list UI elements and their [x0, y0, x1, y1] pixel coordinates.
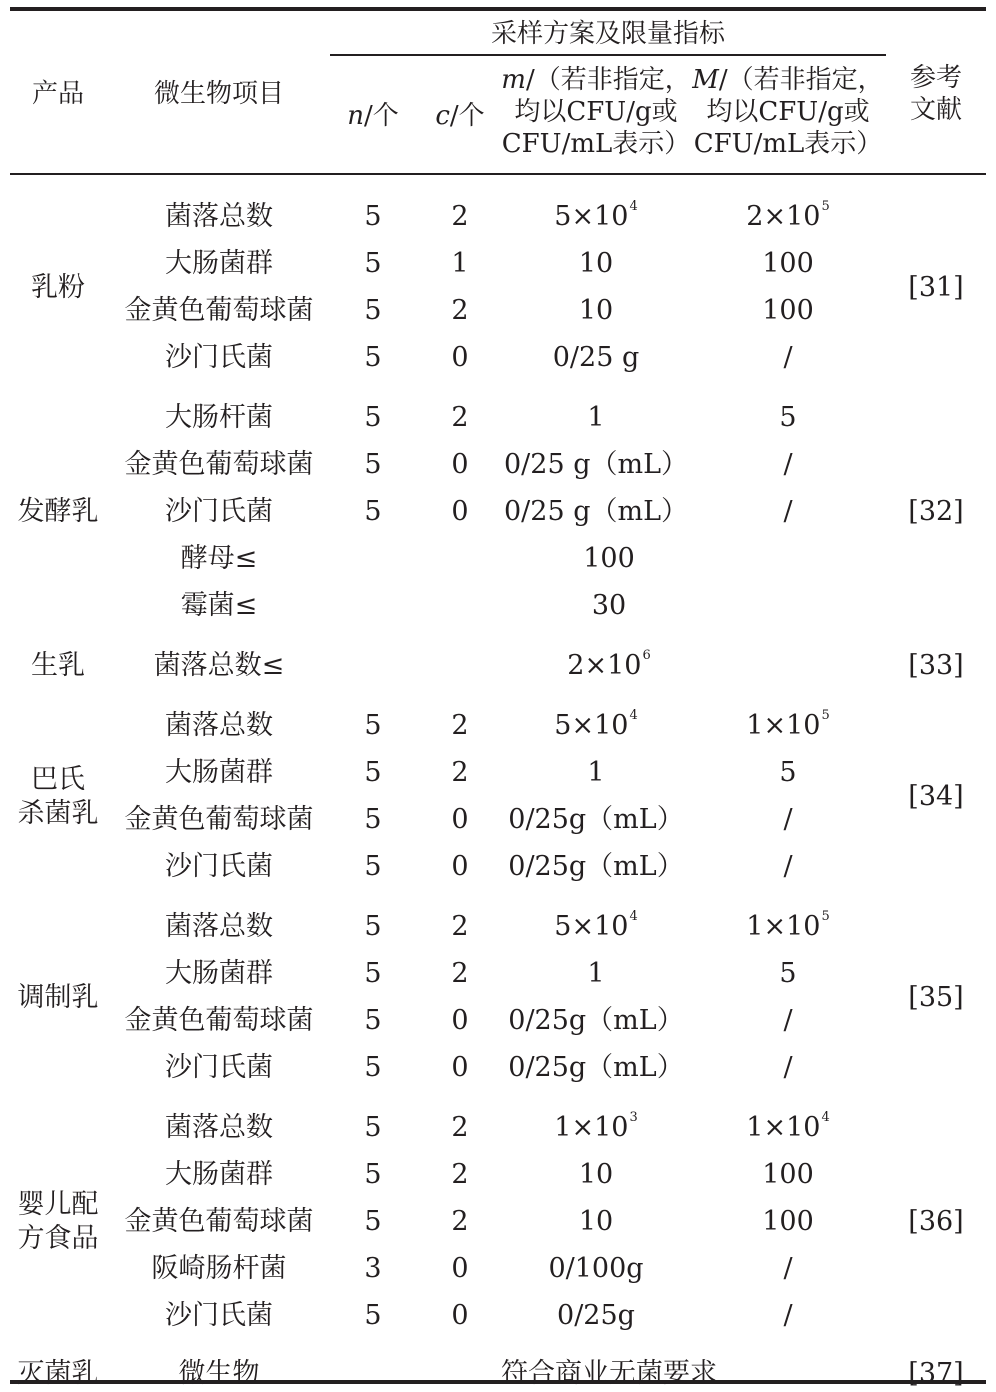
c-value: 2 [451, 402, 469, 433]
product-label [10, 649, 106, 683]
exponent: 5 [821, 199, 830, 214]
m-value: 0/25 g（mL） [503, 496, 689, 527]
c-value: 2 [451, 1159, 469, 1190]
product-label [10, 981, 106, 1015]
M-value: 100 [762, 1159, 814, 1190]
microbe-item: 菌落总数 [165, 1112, 273, 1143]
header-n-unit: /个 [363, 101, 399, 131]
product-label [10, 495, 106, 529]
m-value: 0/100g [548, 1253, 644, 1284]
top-rule [10, 7, 986, 11]
product-label-line: 乳粉 [31, 271, 85, 303]
n-value: 5 [364, 851, 382, 882]
header-c-unit: /个 [449, 101, 485, 131]
n-value: 5 [364, 1052, 382, 1083]
n-value: 5 [364, 1005, 382, 1036]
m-value: $5\times 10^4$ [554, 909, 638, 942]
M-value: $2\times 10^5$ [746, 199, 830, 232]
header-m-line2: 均以CFU/g或 [514, 97, 678, 127]
c-value: 2 [451, 1206, 469, 1237]
header-M-line2: 均以CFU/g或 [706, 97, 870, 127]
microbe-item: 菌落总数 [165, 911, 273, 942]
m-value: 0/25g（mL） [508, 1005, 684, 1036]
microbe-item: 大肠菌群 [165, 248, 273, 279]
reference-label: [35] [908, 981, 964, 1013]
reference-label: [33] [908, 650, 964, 681]
M-value: / [783, 851, 793, 882]
c-value: 2 [451, 295, 469, 326]
n-value: 5 [364, 342, 382, 373]
microbe-item: 大肠菌群 [165, 958, 273, 989]
microbe-item: 沙门氏菌 [165, 342, 273, 373]
m-value: 1 [587, 958, 605, 989]
header-reference-line2: 文献 [909, 95, 962, 125]
exponent: 4 [629, 708, 638, 723]
product-label-line: 灭菌乳 [17, 1358, 99, 1389]
n-value: 5 [364, 449, 382, 480]
header-reference [886, 62, 986, 126]
microbe-item: 大肠菌群 [165, 757, 273, 788]
c-value: 2 [451, 757, 469, 788]
reference-label: [31] [908, 271, 964, 303]
microbe-item: 霉菌≤ [180, 590, 258, 621]
m-value: 1 [587, 402, 605, 433]
exponent: 5 [821, 708, 830, 723]
product-label-line: 调制乳 [17, 981, 99, 1013]
c-value: 2 [451, 710, 469, 741]
microbe-item: 金黄色葡萄球菌 [124, 1005, 314, 1036]
c-value: 0 [451, 496, 469, 527]
header-M [690, 64, 886, 160]
c-value: 0 [451, 1005, 469, 1036]
microbe-item: 沙门氏菌 [165, 851, 273, 882]
exponent: 6 [642, 648, 651, 663]
product-label-line: 杀菌乳 [17, 797, 99, 829]
n-value: 5 [364, 201, 382, 232]
M-value: / [783, 1052, 793, 1083]
header-M-line1: M/（若非指定， [692, 65, 884, 95]
c-value: 1 [451, 248, 469, 279]
n-value: 5 [364, 1206, 382, 1237]
microbe-item: 菌落总数≤ [153, 650, 285, 681]
microbe-item: 金黄色葡萄球菌 [124, 449, 314, 480]
reference-label: [37] [908, 1358, 964, 1389]
m-value: 10 [578, 1159, 614, 1190]
m-value: 10 [578, 1206, 614, 1237]
n-value: 5 [364, 804, 382, 835]
limit-value: $2\times 10^6$ [567, 648, 651, 681]
reference-label: [32] [908, 496, 964, 527]
n-value: 5 [364, 402, 382, 433]
microbe-item: 沙门氏菌 [165, 496, 273, 527]
limit-value: 100 [583, 543, 635, 574]
microbe-item: 金黄色葡萄球菌 [124, 1206, 314, 1237]
c-value: 2 [451, 1112, 469, 1143]
M-value: $1\times 10^5$ [746, 708, 830, 741]
reference-label: [36] [908, 1206, 964, 1237]
exponent: 4 [821, 1110, 830, 1125]
c-value: 2 [451, 911, 469, 942]
M-value: 5 [779, 757, 797, 788]
limit-value: 30 [591, 590, 627, 621]
m-value: 0/25g（mL） [508, 804, 684, 835]
m-value: 0/25 g（mL） [503, 449, 689, 480]
M-value: / [783, 1253, 793, 1284]
product-label-line: 婴儿配 [17, 1189, 99, 1220]
n-value: 5 [364, 911, 382, 942]
product-label-line: 巴氏 [31, 763, 85, 795]
product-label [10, 763, 106, 831]
n-value: 5 [364, 1300, 382, 1331]
header-M-line3: CFU/mL表示） [693, 129, 883, 159]
M-value: 100 [762, 1206, 814, 1237]
header-product: 产品 [31, 79, 84, 109]
M-value: $1\times 10^5$ [746, 909, 830, 942]
M-value: / [783, 804, 793, 835]
header-m [500, 64, 692, 160]
n-value: 3 [364, 1253, 382, 1284]
product-label [10, 1188, 106, 1256]
microbe-item: 菌落总数 [165, 710, 273, 741]
header-rule [10, 173, 986, 175]
microbe-item: 金黄色葡萄球菌 [124, 804, 314, 835]
exponent: 5 [821, 909, 830, 924]
header-item: 微生物项目 [153, 79, 284, 109]
c-value: 0 [451, 342, 469, 373]
c-value: 2 [451, 958, 469, 989]
M-value: / [783, 1300, 793, 1331]
header-c-var: c [435, 101, 450, 131]
c-value: 0 [451, 804, 469, 835]
M-value: / [783, 496, 793, 527]
exponent: 3 [629, 1110, 638, 1125]
microbe-item: 金黄色葡萄球菌 [124, 295, 314, 326]
M-value: 100 [762, 295, 814, 326]
n-value: 5 [364, 496, 382, 527]
header-group-label: 采样方案及限量指标 [490, 19, 725, 49]
n-value: 5 [364, 757, 382, 788]
reference-label: [34] [908, 780, 964, 812]
m-value: 10 [578, 295, 614, 326]
n-value: 5 [364, 295, 382, 326]
n-value: 5 [364, 1159, 382, 1190]
c-value: 0 [451, 1052, 469, 1083]
n-value: 5 [364, 248, 382, 279]
m-value: $5\times 10^4$ [554, 708, 638, 741]
header-c [416, 100, 504, 132]
product-label [10, 271, 106, 305]
microbe-item: 大肠菌群 [165, 1159, 273, 1190]
group-header-rule [330, 54, 886, 56]
header-n-var: n [347, 101, 364, 131]
exponent: 4 [629, 199, 638, 214]
microbe-item: 酵母≤ [180, 543, 258, 574]
m-value: $5\times 10^4$ [554, 199, 638, 232]
m-value: 10 [578, 248, 614, 279]
header-m-line1: m/（若非指定， [501, 65, 691, 95]
M-value: / [783, 1005, 793, 1036]
M-value: / [783, 342, 793, 373]
m-value: 0/25g（mL） [508, 1052, 684, 1083]
product-label [10, 1357, 106, 1391]
M-value: $1\times 10^4$ [746, 1110, 830, 1143]
header-reference-line1: 参考 [909, 63, 962, 93]
microbe-item: 阪崎肠杆菌 [151, 1253, 287, 1284]
microbe-item: 沙门氏菌 [165, 1052, 273, 1083]
m-value: $1\times 10^3$ [554, 1110, 638, 1143]
n-value: 5 [364, 710, 382, 741]
c-value: 0 [451, 851, 469, 882]
m-value: 1 [587, 757, 605, 788]
product-label-line: 方食品 [17, 1223, 99, 1254]
microbe-item: 沙门氏菌 [165, 1300, 273, 1331]
microbe-item: 微生物 [178, 1358, 260, 1389]
product-label-line: 发酵乳 [17, 496, 99, 527]
n-value: 5 [364, 958, 382, 989]
microbe-item: 大肠杆菌 [165, 402, 273, 433]
header-n [330, 100, 416, 132]
M-value: 5 [779, 958, 797, 989]
m-value: 0/25g [557, 1300, 635, 1331]
c-value: 2 [451, 201, 469, 232]
n-value: 5 [364, 1112, 382, 1143]
limit-value: 符合商业无菌要求 [501, 1358, 717, 1389]
microbe-item: 菌落总数 [165, 201, 273, 232]
m-value: 0/25 g [552, 342, 640, 373]
header-m-line3: CFU/mL表示） [501, 129, 691, 159]
m-value: 0/25g（mL） [508, 851, 684, 882]
M-value: 100 [762, 248, 814, 279]
product-label-line: 生乳 [31, 650, 85, 681]
c-value: 0 [451, 449, 469, 480]
M-value: / [783, 449, 793, 480]
exponent: 4 [629, 909, 638, 924]
c-value: 0 [451, 1300, 469, 1331]
c-value: 0 [451, 1253, 469, 1284]
M-value: 5 [779, 402, 797, 433]
